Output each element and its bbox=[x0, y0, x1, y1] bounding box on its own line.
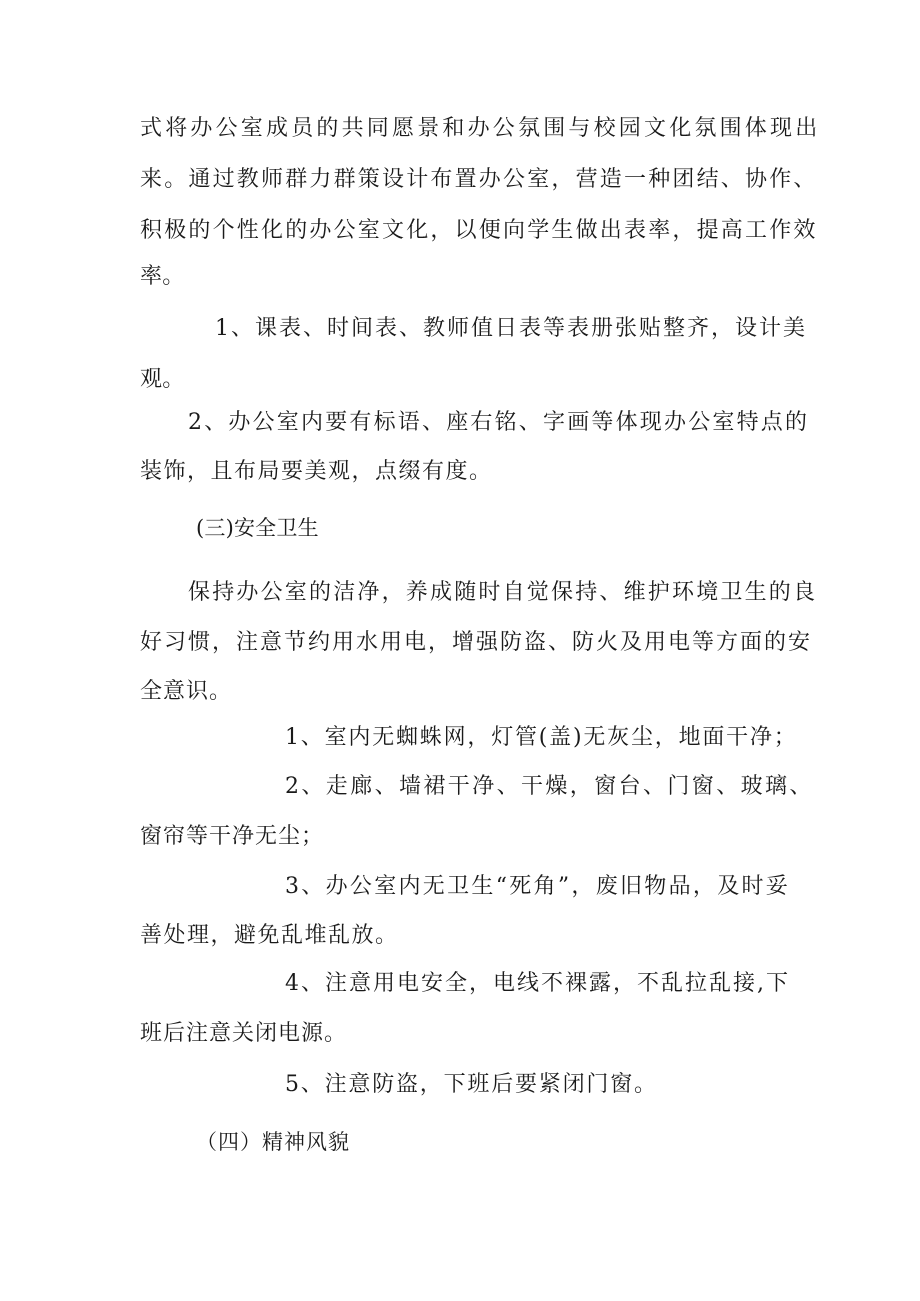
hygiene-item-5: 5、注意防盗，下班后要紧闭门窗。 bbox=[285, 1072, 658, 1097]
section-heading-spirit: （四）精神风貌 bbox=[196, 1130, 350, 1154]
hygiene-item-1: 1、室内无蜘蛛网，灯管(盖)无灰尘，地面干净； bbox=[285, 725, 798, 750]
hygiene-item-2: 2、走廊、墙裙干净、干燥，窗台、门窗、玻璃、 bbox=[285, 774, 814, 799]
list-item-2: 2、办公室内要有标语、座右铭、字画等体现办公室特点的 bbox=[188, 410, 810, 435]
section-heading-safety-hygiene: (三)安全卫生 bbox=[196, 516, 319, 540]
hygiene-item-3: 3、办公室内无卫生“死角”，废旧物品，及时妥 bbox=[285, 874, 791, 899]
hygiene-item-2-cont: 窗帘等干净无尘； bbox=[140, 824, 325, 849]
body-text-line: 积极的个性化的办公室文化，以便向学生做出表率，提高工作效 bbox=[140, 218, 818, 243]
body-text-line: 全意识。 bbox=[140, 679, 233, 704]
hygiene-item-4: 4、注意用电安全，电线不裸露，不乱拉乱接,下 bbox=[285, 971, 790, 996]
body-text-line: 保持办公室的洁净，养成随时自觉保持、维护环境卫生的良 bbox=[188, 580, 818, 605]
list-item-2-cont: 装饰，且布局要美观，点缀有度。 bbox=[140, 459, 493, 484]
body-text-line: 来。通过教师群力群策设计布置办公室，营造一种团结、协作、 bbox=[140, 167, 818, 192]
body-text-line: 好习惯，注意节约用水用电，增强防盗、防火及用电等方面的安 bbox=[140, 630, 813, 655]
list-item-1-cont: 观。 bbox=[140, 367, 185, 392]
hygiene-item-4-cont: 班后注意关闭电源。 bbox=[140, 1021, 348, 1046]
body-text-line: 式将办公室成员的共同愿景和办公氛围与校园文化氛围体现出 bbox=[140, 116, 821, 141]
hygiene-item-3-cont: 善处理，避免乱堆乱放。 bbox=[140, 923, 399, 948]
body-text-line: 率。 bbox=[140, 264, 185, 289]
list-item-1: 1、课表、时间表、教师值日表等表册张贴整齐，设计美 bbox=[215, 316, 807, 341]
